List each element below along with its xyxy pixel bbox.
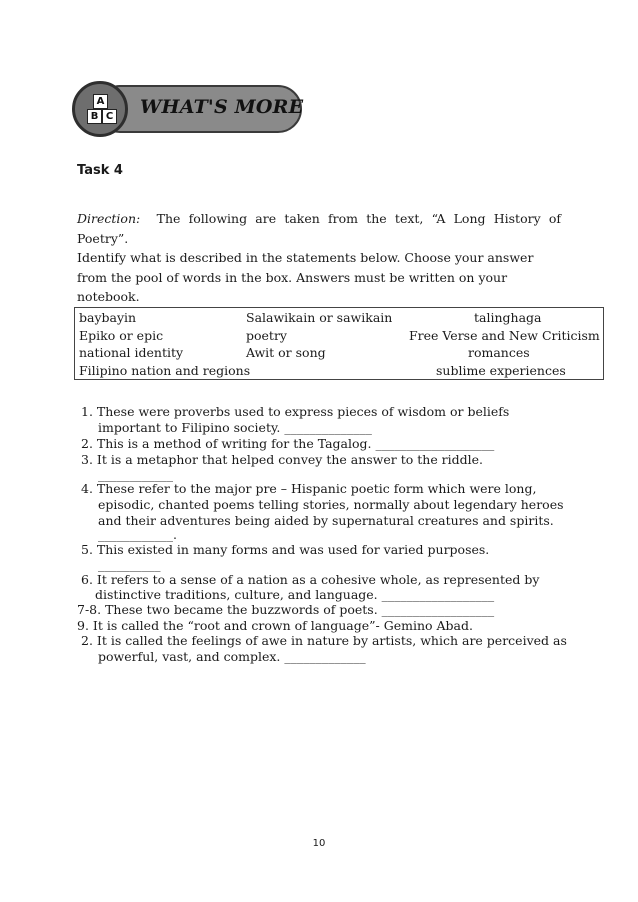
pool-word: talinghaga — [474, 310, 542, 325]
pool-word: baybayin — [79, 310, 137, 325]
pool-word: Awit or song — [246, 345, 326, 360]
direction-line-2: Identify what is described in the statements below. Choose your answer — [77, 250, 534, 265]
question-4-line-1: 4. These refer to the major pre – Hispanic poetic form which were long, — [81, 481, 537, 496]
question-9: 9. It is called the “root and crown of language”- Gemino Abad. — [77, 618, 473, 633]
question-4-line-2: episodic, chanted poems telling stories, normally about legendary heroes — [98, 497, 564, 512]
question-4-line-3: and their adventures being aided by supernatural creatures and spirits. — [98, 513, 554, 528]
question-6-line-1: 6. It refers to a sense of a nation as a cohesive whole, as represented by — [81, 572, 540, 587]
pool-word: Epiko or epic — [79, 328, 164, 343]
question-3-line-1: 3. It is a metaphor that helped convey the answer to the riddle. — [81, 452, 484, 467]
pool-word: national identity — [79, 345, 184, 360]
direction-label: Direction: — [77, 211, 141, 226]
question-1-line-1: 1. These were proverbs used to express pieces of wisdom or beliefs — [81, 404, 510, 419]
question-10-line-1: 2. It is called the feelings of awe in nature by artists, which are perceived as — [81, 633, 567, 648]
pool-word: Salawikain or sawikain — [246, 310, 393, 325]
question-5-line-1: 5. This existed in many forms and was used for varied purposes. — [81, 542, 490, 557]
abc-blocks-icon — [72, 81, 128, 137]
block-a: A — [93, 94, 108, 109]
pool-word: Filipino nation and regions — [79, 363, 251, 378]
question-10-line-2: powerful, vast, and complex. _____________ — [98, 649, 366, 664]
pool-word: romances — [468, 345, 530, 360]
pool-word: poetry — [246, 328, 287, 343]
question-4-blank: ____________. — [98, 527, 177, 542]
direction-line-1: The following are taken from the text, “A Long History of Poetry”. — [77, 211, 561, 246]
question-1-line-2: important to Filipino society. ______________ — [98, 420, 372, 435]
question-7-8: 7-8. These two became the buzzwords of poets. __________________ — [77, 602, 495, 617]
pool-word: Free Verse and New Criticism — [409, 328, 600, 343]
task-label: Task 4 — [77, 163, 123, 178]
pool-word: sublime experiences — [436, 363, 566, 378]
section-title: WHAT'S MORE — [140, 96, 304, 118]
page-number: 10 — [312, 838, 326, 849]
question-2: 2. This is a method of writing for the Tagalog. ___________________ — [81, 436, 495, 451]
block-b: B — [87, 109, 102, 124]
word-pool-box — [74, 307, 604, 380]
direction-line-4: notebook. — [77, 289, 140, 304]
question-3-blank: ____________ — [98, 467, 173, 482]
direction-line-3: from the pool of words in the box. Answers must be written on your — [77, 269, 508, 285]
question-5-blank: __________ — [98, 557, 161, 572]
section-banner — [72, 81, 304, 137]
question-6-line-2: distinctive traditions, culture, and language. __________________ — [95, 587, 495, 602]
block-c: C — [102, 109, 117, 124]
direction-paragraph — [77, 209, 561, 307]
